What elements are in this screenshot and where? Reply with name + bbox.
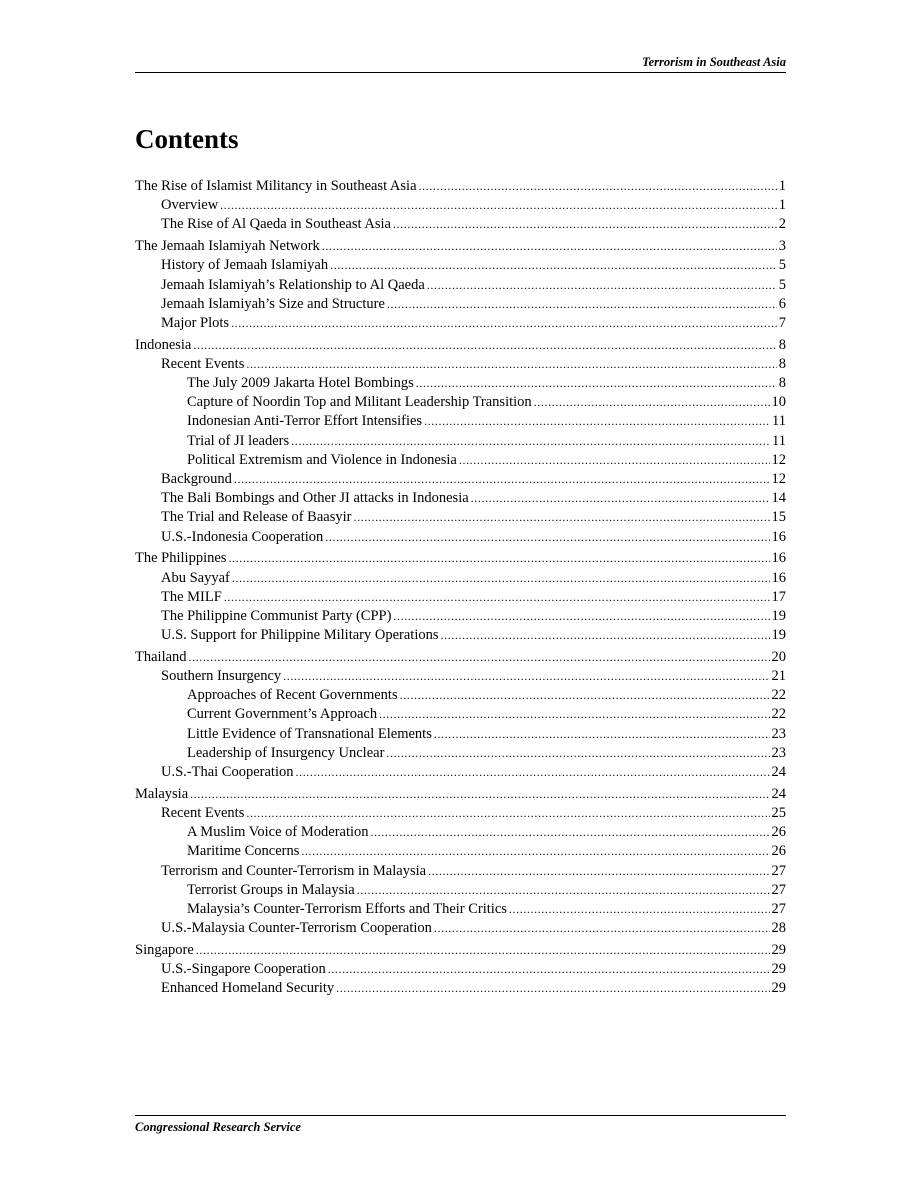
toc-entry[interactable] bbox=[135, 941, 786, 960]
toc-dot-leader bbox=[387, 295, 777, 314]
toc-entry-page-number: 8 bbox=[778, 336, 786, 353]
toc-entry[interactable] bbox=[135, 256, 786, 275]
toc-entry-title: Overview bbox=[161, 197, 219, 214]
toc-entry-page-number: 25 bbox=[771, 804, 786, 821]
toc-entry[interactable] bbox=[135, 196, 786, 215]
toc-entry-page-number: 12 bbox=[771, 471, 786, 487]
toc-entry-page-number: 12 bbox=[771, 451, 786, 468]
toc-entry-page-number: 27 bbox=[771, 900, 786, 917]
toc-entry-title: Approaches of Recent Governments bbox=[187, 687, 398, 704]
toc-entry-title: The Rise of Al Qaeda in Southeast Asia bbox=[161, 216, 391, 233]
toc-entry-title: The Jemaah Islamiyah Network bbox=[135, 238, 320, 255]
toc-entry-title: Political Extremism and Violence in Indonesia bbox=[187, 451, 457, 468]
toc-dot-leader bbox=[434, 919, 770, 938]
toc-entry-title: Enhanced Homeland Security bbox=[161, 980, 335, 997]
toc-entry-title: Southern Insurgency bbox=[161, 668, 282, 685]
toc-entry[interactable] bbox=[135, 569, 786, 588]
toc-entry-page-number: 7 bbox=[778, 314, 786, 331]
toc-dot-leader bbox=[220, 196, 777, 215]
toc-dot-leader bbox=[246, 355, 776, 374]
toc-entry-title: Terrorism and Counter-Terrorism in Malaysia bbox=[161, 862, 427, 879]
toc-dot-leader bbox=[189, 648, 770, 667]
toc-entry[interactable] bbox=[135, 470, 786, 489]
toc-entry[interactable] bbox=[135, 489, 786, 508]
toc-entry-title: Abu Sayyaf bbox=[161, 569, 230, 586]
toc-entry-page-number: 19 bbox=[771, 627, 786, 644]
toc-dot-leader bbox=[231, 314, 777, 333]
toc-entry-page-number: 23 bbox=[771, 725, 786, 742]
toc-dot-leader bbox=[196, 941, 770, 960]
toc-entry-title: Recent Events bbox=[161, 355, 245, 372]
toc-dot-leader bbox=[296, 763, 770, 782]
toc-entry-page-number: 6 bbox=[778, 295, 786, 312]
toc-dot-leader bbox=[419, 177, 777, 196]
table-of-contents bbox=[135, 177, 786, 998]
toc-dot-leader bbox=[228, 549, 769, 568]
toc-entry[interactable] bbox=[135, 881, 786, 900]
toc-entry-page-number: 29 bbox=[771, 980, 786, 997]
toc-entry-title: A Muslim Voice of Moderation bbox=[187, 824, 369, 841]
toc-dot-leader bbox=[232, 569, 770, 588]
toc-dot-leader bbox=[224, 588, 770, 607]
toc-entry[interactable] bbox=[135, 215, 786, 234]
toc-entry-title: Background bbox=[161, 471, 232, 487]
page-title: Contents bbox=[135, 124, 239, 154]
toc-entry-page-number: 1 bbox=[778, 197, 786, 214]
toc-entry-title: U.S.-Singapore Cooperation bbox=[161, 961, 326, 978]
toc-entry[interactable] bbox=[135, 237, 786, 256]
toc-entry-title: The MILF bbox=[161, 588, 222, 605]
toc-entry[interactable] bbox=[135, 355, 786, 374]
toc-entry[interactable] bbox=[135, 276, 786, 295]
toc-entry-title: Singapore bbox=[135, 941, 194, 958]
toc-entry-page-number: 19 bbox=[771, 607, 786, 624]
toc-entry[interactable] bbox=[135, 919, 786, 938]
toc-entry[interactable] bbox=[135, 862, 786, 881]
toc-entry[interactable] bbox=[135, 374, 786, 393]
toc-entry-title: Malaysia’s Counter-Terrorism Efforts and Their Critics bbox=[187, 900, 507, 917]
toc-dot-leader bbox=[459, 451, 770, 470]
toc-dot-leader bbox=[353, 508, 769, 527]
toc-dot-leader bbox=[471, 489, 770, 508]
toc-entry-page-number: 23 bbox=[771, 744, 786, 761]
toc-entry-page-number: 29 bbox=[771, 941, 786, 958]
toc-entry-page-number: 28 bbox=[771, 920, 786, 937]
toc-entry[interactable] bbox=[135, 705, 786, 724]
toc-entry[interactable] bbox=[135, 785, 786, 804]
toc-dot-leader bbox=[393, 215, 777, 234]
toc-entry-title: The Trial and Release of Baasyir bbox=[161, 509, 352, 526]
running-header: Terrorism in Southeast Asia bbox=[642, 55, 786, 69]
header-divider bbox=[135, 72, 786, 73]
toc-entry-title: Thailand bbox=[135, 648, 187, 665]
toc-entry-title: The Bali Bombings and Other JI attacks in Indonesia bbox=[161, 490, 469, 507]
toc-dot-leader bbox=[509, 900, 770, 919]
toc-entry-page-number: 22 bbox=[771, 687, 786, 704]
toc-entry[interactable] bbox=[135, 686, 786, 705]
toc-dot-leader bbox=[246, 804, 769, 823]
toc-entry[interactable] bbox=[135, 763, 786, 782]
toc-dot-leader bbox=[441, 626, 770, 645]
toc-entry-title: Capture of Noordin Top and Militant Leadership Transition bbox=[187, 394, 532, 411]
toc-entry-page-number: 14 bbox=[771, 490, 786, 507]
footer-divider bbox=[135, 1115, 786, 1116]
toc-entry-page-number: 11 bbox=[772, 413, 786, 430]
toc-entry-page-number: 3 bbox=[778, 238, 786, 255]
toc-entry[interactable] bbox=[135, 412, 786, 431]
toc-entry-page-number: 26 bbox=[771, 824, 786, 841]
toc-dot-leader bbox=[386, 744, 769, 763]
toc-entry-title: Malaysia bbox=[135, 785, 189, 802]
running-footer: Congressional Research Service bbox=[135, 1120, 301, 1134]
toc-dot-leader bbox=[234, 470, 770, 489]
toc-entry-title: Jemaah Islamiyah’s Relationship to Al Qaeda bbox=[161, 276, 425, 293]
toc-entry[interactable] bbox=[135, 744, 786, 763]
toc-dot-leader bbox=[400, 686, 770, 705]
toc-entry-title: U.S.-Thai Cooperation bbox=[161, 764, 294, 780]
toc-entry[interactable] bbox=[135, 648, 786, 667]
toc-entry[interactable] bbox=[135, 725, 786, 744]
toc-entry[interactable] bbox=[135, 979, 786, 998]
toc-dot-leader bbox=[357, 881, 770, 900]
toc-entry[interactable] bbox=[135, 607, 786, 626]
toc-entry-page-number: 27 bbox=[771, 881, 786, 898]
toc-dot-leader bbox=[393, 607, 769, 626]
toc-dot-leader bbox=[322, 237, 777, 256]
toc-entry-page-number: 17 bbox=[771, 588, 786, 605]
toc-dot-leader bbox=[301, 842, 769, 861]
toc-dot-leader bbox=[330, 256, 777, 275]
toc-entry[interactable] bbox=[135, 588, 786, 607]
toc-entry-page-number: 8 bbox=[778, 355, 786, 372]
toc-entry-page-number: 29 bbox=[771, 961, 786, 978]
toc-entry-page-number: 11 bbox=[772, 432, 786, 449]
toc-entry-page-number: 27 bbox=[771, 862, 786, 879]
toc-entry[interactable] bbox=[135, 451, 786, 470]
toc-entry-title: Indonesian Anti-Terror Effort Intensifies bbox=[187, 413, 423, 430]
toc-entry[interactable] bbox=[135, 900, 786, 919]
toc-entry-title: U.S.-Malaysia Counter-Terrorism Cooperation bbox=[161, 920, 432, 937]
toc-entry-title: The Philippines bbox=[135, 550, 227, 567]
toc-entry-title: U.S.-Indonesia Cooperation bbox=[161, 528, 324, 545]
toc-entry[interactable] bbox=[135, 823, 786, 842]
toc-entry-page-number: 16 bbox=[771, 550, 786, 567]
toc-dot-leader bbox=[424, 412, 770, 431]
toc-entry-title: Terrorist Groups in Malaysia bbox=[187, 881, 355, 898]
toc-entry[interactable] bbox=[135, 626, 786, 645]
toc-dot-leader bbox=[534, 393, 770, 412]
toc-entry-page-number: 22 bbox=[771, 706, 786, 723]
toc-entry[interactable] bbox=[135, 314, 786, 333]
toc-entry[interactable] bbox=[135, 393, 786, 412]
toc-entry-page-number: 5 bbox=[778, 257, 786, 274]
toc-entry-title: Major Plots bbox=[161, 314, 230, 331]
toc-dot-leader bbox=[428, 862, 769, 881]
toc-entry[interactable] bbox=[135, 295, 786, 314]
toc-entry-page-number: 1 bbox=[778, 178, 786, 194]
toc-dot-leader bbox=[434, 725, 770, 744]
toc-entry-title: The Philippine Communist Party (CPP) bbox=[161, 607, 392, 624]
toc-entry-title: Current Government’s Approach bbox=[187, 706, 378, 723]
toc-entry-title: Jemaah Islamiyah’s Size and Structure bbox=[161, 295, 385, 312]
toc-entry[interactable] bbox=[135, 508, 786, 527]
toc-entry-page-number: 16 bbox=[771, 528, 786, 545]
toc-dot-leader bbox=[325, 528, 769, 547]
toc-entry[interactable] bbox=[135, 667, 786, 686]
toc-entry-title: Leadership of Insurgency Unclear bbox=[187, 744, 385, 761]
toc-entry-title: Maritime Concerns bbox=[187, 843, 300, 860]
toc-dot-leader bbox=[193, 336, 776, 355]
toc-entry[interactable] bbox=[135, 336, 786, 355]
toc-entry[interactable] bbox=[135, 432, 786, 451]
toc-entry[interactable] bbox=[135, 804, 786, 823]
toc-entry-page-number: 24 bbox=[771, 764, 786, 780]
toc-dot-leader bbox=[336, 979, 769, 998]
toc-dot-leader bbox=[291, 432, 770, 451]
toc-entry-title: The Rise of Islamist Militancy in Southeast Asia bbox=[135, 178, 417, 194]
toc-entry-page-number: 2 bbox=[778, 216, 786, 233]
toc-entry-title: Trial of JI leaders bbox=[187, 432, 290, 449]
toc-entry-title: Recent Events bbox=[161, 804, 245, 821]
toc-entry-title: History of Jemaah Islamiyah bbox=[161, 257, 329, 274]
toc-entry[interactable] bbox=[135, 842, 786, 861]
toc-entry[interactable] bbox=[135, 177, 786, 196]
toc-entry-page-number: 16 bbox=[771, 569, 786, 586]
toc-entry-title: U.S. Support for Philippine Military Operations bbox=[161, 627, 439, 644]
toc-entry[interactable] bbox=[135, 960, 786, 979]
toc-entry-page-number: 5 bbox=[778, 276, 786, 293]
toc-entry-page-number: 15 bbox=[771, 509, 786, 526]
toc-dot-leader bbox=[328, 960, 770, 979]
toc-dot-leader bbox=[283, 667, 769, 686]
toc-entry-page-number: 24 bbox=[771, 785, 786, 802]
toc-entry-page-number: 8 bbox=[778, 375, 786, 392]
toc-entry-title: The July 2009 Jakarta Hotel Bombings bbox=[187, 375, 414, 392]
toc-dot-leader bbox=[371, 823, 770, 842]
toc-entry-page-number: 20 bbox=[771, 648, 786, 665]
toc-dot-leader bbox=[190, 785, 769, 804]
toc-entry[interactable] bbox=[135, 528, 786, 547]
toc-dot-leader bbox=[416, 374, 777, 393]
toc-entry-title: Little Evidence of Transnational Elements bbox=[187, 725, 432, 742]
toc-dot-leader bbox=[379, 705, 769, 724]
toc-dot-leader bbox=[427, 276, 777, 295]
toc-entry-page-number: 21 bbox=[771, 668, 786, 685]
toc-entry[interactable] bbox=[135, 549, 786, 568]
toc-entry-page-number: 10 bbox=[771, 394, 786, 411]
toc-entry-page-number: 26 bbox=[771, 843, 786, 860]
toc-entry-title: Indonesia bbox=[135, 336, 192, 353]
